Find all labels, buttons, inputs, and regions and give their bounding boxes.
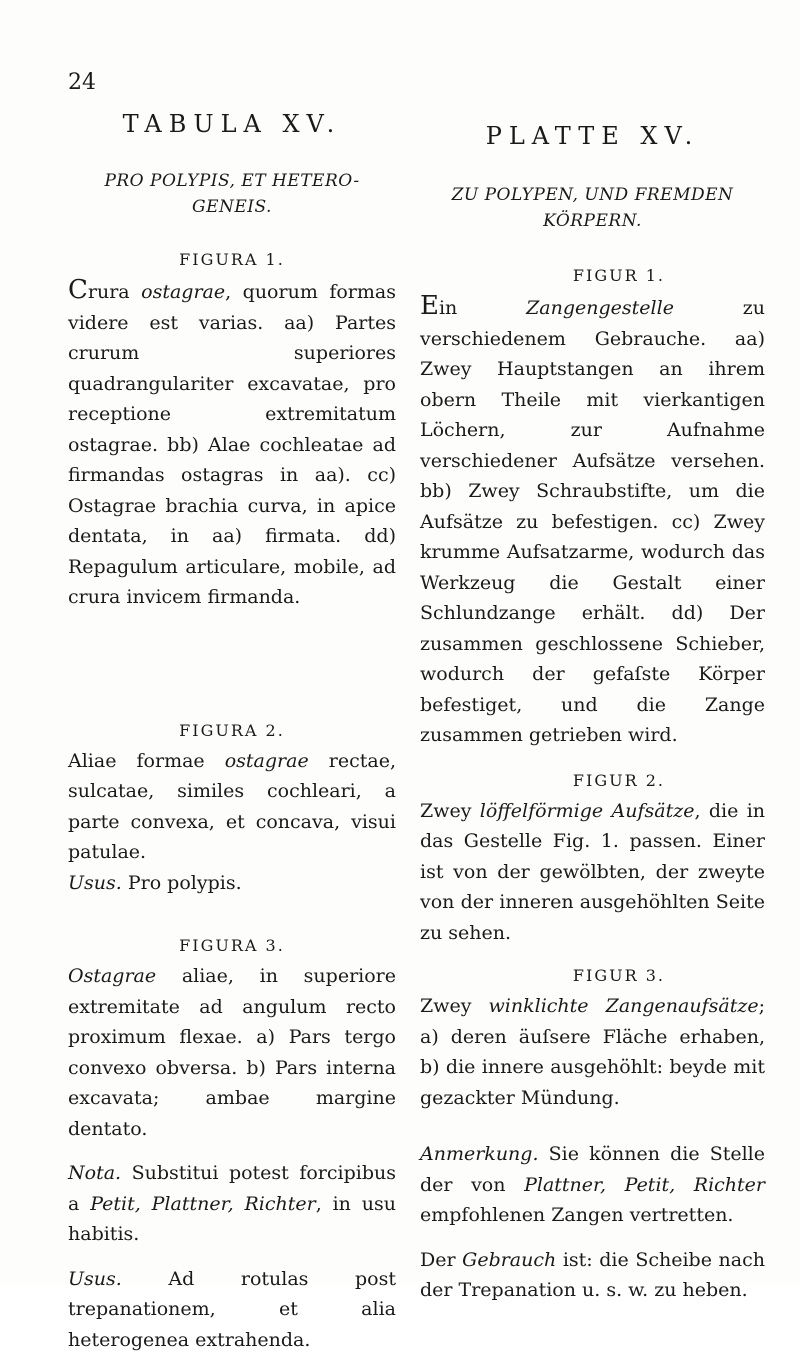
latin-figure-3-usus: Usus. Ad rotulas post trepanationem, et alia heterogenea extrahenda. <box>68 1264 396 1355</box>
latin-figure-3-nota: Nota. Substitui potest forcipibus a Petit, Plattner, Richter, in usu habitis. <box>68 1158 396 1250</box>
german-column <box>420 100 765 1306</box>
german-subtitle-line-2: KÖRPERN. <box>420 208 765 234</box>
german-figure-3-anmerkung: Anmerkung. Sie können die Stelle der von Plattner, Petit, Richter empfohlenen Zangen vertretten. <box>420 1139 765 1231</box>
german-figure-3-gebrauch: Der Gebrauch ist: die Scheibe nach der Trepanation u. s. w. zu heben. <box>420 1245 765 1306</box>
german-subtitle <box>420 182 765 234</box>
latin-column <box>68 100 396 1355</box>
latin-figure-2-usus: Usus. Pro polypis. <box>68 868 396 899</box>
drop-letter: E <box>420 291 439 321</box>
latin-subtitle <box>68 168 396 220</box>
latin-figure-2-text: Aliae formae ostagrae rectae, sulcatae, similes cochleari, a parte convexa, et concava, visui patulae. <box>68 746 396 868</box>
latin-figure-3-text: Ostagrae aliae, in superiore extremitate ad angulum recto proximum flexae. a) Pars tergo convexo obversa. b) Pars interna excavata; ambae margine dentato. <box>68 961 396 1144</box>
german-subtitle-line-1: ZU POLYPEN, UND FREMDEN <box>420 182 765 208</box>
german-figure-3-label: FIGUR 3. <box>420 966 765 985</box>
german-figure-2-label: FIGUR 2. <box>420 771 765 790</box>
german-title: PLATTE XV. <box>420 122 765 150</box>
drop-letter: C <box>68 275 88 305</box>
german-figure-3-text: Zwey winklichte Zangenaufsätze; a) deren äuſsere Fläche erhaben, b) die innere ausgehöhlt: beyde mit gezackter Mündung. <box>420 991 765 1113</box>
german-figure-2-text: Zwey löffelförmige Aufsätze, die in das Gestelle Fig. 1. passen. Einer ist von der gewölbten, der zweyte von der inneren ausgehöhlten Seite zu sehen. <box>420 796 765 949</box>
latin-figure-1-label: FIGURA 1. <box>68 250 396 269</box>
german-figure-1-text: Ein Zangengestelle zu verschiedenem Gebrauche. aa) Zwey Hauptstangen an ihrem obern Theile mit vierkantigen Löchern, zur Aufnahme verschiedener Aufsätze versehen. bb) Zwey Schraubstifte, um die Aufsätze zu befestigen. cc) Zwey krumme Aufsatzarme, wodurch das Werkzeug die Gestalt einer Schlundzange erhält. dd) Der zusammen geschlossene Schieber, wodurch der gefaſste Körper befestiget, und die Zange zusammen getrieben wird. <box>420 291 765 751</box>
latin-figure-1-text: Crura ostagrae, quorum formas videre est varias. aa) Partes crurum superiores quadrangulariter excavatae, pro receptione extremitatum ostagrae. bb) Alae cochleatae ad firmandas ostagras in aa). cc) Ostagrae brachia curva, in apice dentata, in aa) firmata. dd) Repagulum articulare, mobile, ad crura invicem firmanda. <box>68 275 396 613</box>
german-figure-1-label: FIGUR 1. <box>420 266 765 285</box>
latin-figure-2-label: FIGURA 2. <box>68 721 396 740</box>
latin-figure-3-label: FIGURA 3. <box>68 936 396 955</box>
page-number: 24 <box>68 70 96 95</box>
latin-subtitle-line-2: GENEIS. <box>68 194 396 220</box>
latin-title: TABULA XV. <box>68 110 396 138</box>
latin-subtitle-line-1: PRO POLYPIS, ET HETERO- <box>68 168 396 194</box>
